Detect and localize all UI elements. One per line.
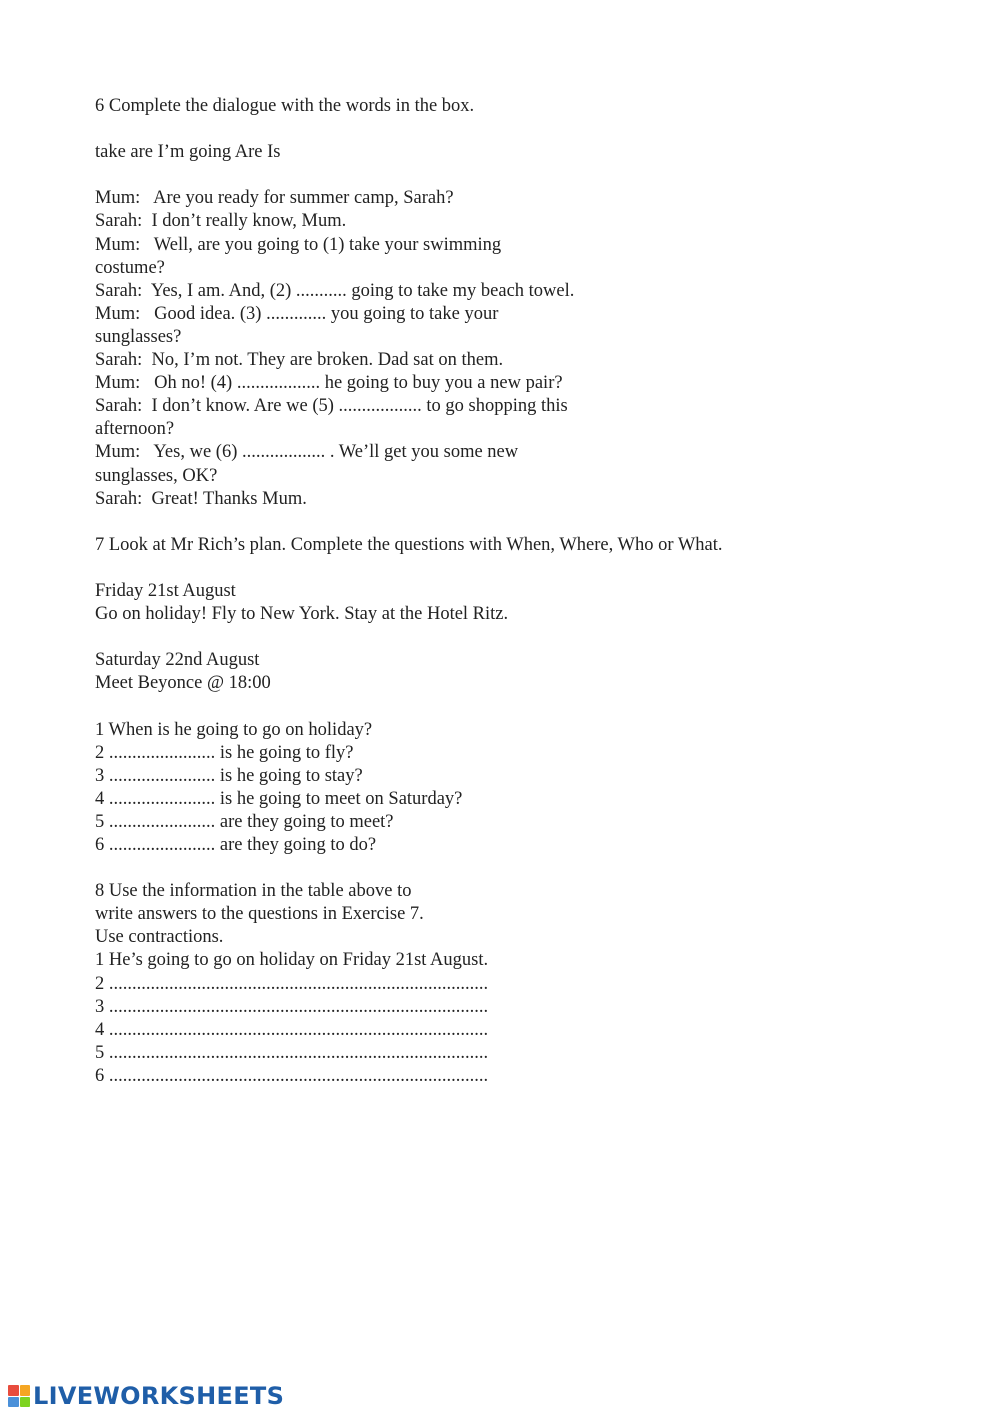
dialogue-line: Mum: Well, are you going to (1) take your swimming costume? [95, 234, 506, 278]
logo-square-green [20, 1397, 31, 1408]
plan-day: Friday 21st August [95, 580, 236, 601]
ex6-instruction: 6 Complete the dialogue with the words in the box. [95, 96, 475, 116]
ex7-questions [95, 719, 915, 858]
dialogue-line: Mum: Good idea. (3) ............. you going to take your sunglasses? [95, 303, 503, 347]
liveworksheets-logo [8, 1381, 284, 1411]
plan-text: Meet Beyonce @ 18:00 [95, 673, 271, 694]
ex8-instruction-line: 8 Use the information in the table above to [95, 881, 412, 902]
plan-saturday [95, 649, 915, 695]
ex6-word-box: take are I’m going Are Is [95, 142, 281, 163]
ex8-instruction-line: write answers to the questions in Exercise 7. [95, 904, 424, 925]
logo-square-blue [8, 1397, 19, 1408]
answer-line[interactable]: 3 .................................................................................. [95, 996, 489, 1017]
answer-line[interactable]: 4 .................................................................................. [95, 1019, 489, 1040]
ex8-instruction-line: Use contractions. [95, 927, 224, 948]
logo-square-orange [20, 1385, 31, 1396]
answer-line: 1 He’s going to go on holiday on Friday 21st August. [95, 950, 489, 971]
liveworksheets-logo-icon [8, 1385, 30, 1407]
logo-text: LIVEWORKSHEETS [33, 1382, 285, 1410]
worksheet-page [95, 95, 915, 1088]
dialogue-line: Sarah: I don’t really know, Mum. [95, 211, 347, 232]
plan-text: Go on holiday! Fly to New York. Stay at the Hotel Ritz. [95, 604, 509, 625]
dialogue-line: Sarah: No, I’m not. They are broken. Dad sat on them. [95, 350, 504, 371]
logo-square-red [8, 1385, 19, 1396]
dialogue-line: Mum: Are you ready for summer camp, Sarah? [95, 188, 454, 209]
ex6-dialogue [95, 187, 915, 510]
dialogue-line: Sarah: Yes, I am. And, (2) ........... going to take my beach towel. [95, 280, 575, 301]
question-line: 6 ....................... are they going to do? [95, 835, 377, 855]
ex8-instruction [95, 880, 915, 949]
question-line: 2 ....................... is he going to fly? [95, 742, 354, 763]
question-line: 5 ....................... are they going to meet? [95, 811, 394, 832]
answer-line[interactable]: 5 .................................................................................. [95, 1042, 489, 1063]
dialogue-line: Mum: Yes, we (6) .................. . We’ll get you some new sunglasses, OK? [95, 442, 523, 486]
answer-line[interactable]: 2 .................................................................................. [95, 973, 489, 994]
ex7-instruction: 7 Look at Mr Rich’s plan. Complete the questions with When, Where, Who or What. [95, 534, 723, 555]
dialogue-line: Sarah: I don’t know. Are we (5) .................. to go shopping this afternoon? [95, 396, 573, 440]
dialogue-line: Mum: Oh no! (4) .................. he going to buy you a new pair? [95, 373, 563, 394]
question-line: 1 When is he going to go on holiday? [95, 719, 373, 740]
question-line: 3 ....................... is he going to stay? [95, 765, 363, 786]
plan-day: Saturday 22nd August [95, 650, 260, 671]
question-line: 4 ....................... is he going to meet on Saturday? [95, 788, 463, 809]
ex8-answers [95, 949, 915, 1088]
answer-line[interactable]: 6 .................................................................................. [95, 1065, 489, 1086]
dialogue-line: Sarah: Great! Thanks Mum. [95, 488, 307, 509]
plan-friday [95, 580, 915, 626]
